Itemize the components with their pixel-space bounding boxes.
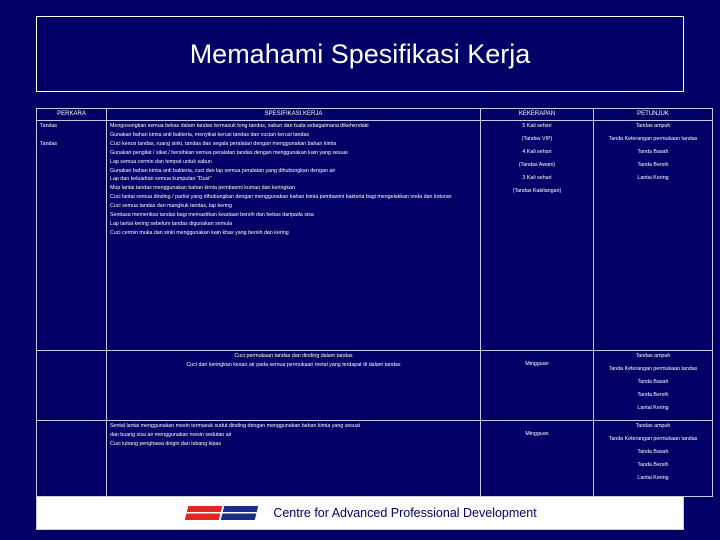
- spec-line: Gunakan bahan kimia anti bakteria, cuci dan lap semua peralatan yang dihubungkan dengan air: [110, 167, 336, 174]
- kekerapan-item: Mingguan: [525, 361, 549, 367]
- kekerapan-item: 3 Kali sehari: [522, 174, 552, 181]
- demaj-dms-logo-graphic: [183, 503, 261, 523]
- spec-line: dan buang sisa air menggunakan mesin sedutan air: [110, 431, 232, 438]
- kekerapan-item: (Tandas Awam): [518, 161, 556, 168]
- petunjuk-item: Tanda Keterangan permukaan tandas: [608, 135, 698, 142]
- spec-line: Cuci lubang penghawa dingin dan lubang kipas: [110, 440, 222, 447]
- petunjuk-item: Tanda Bersih: [637, 461, 669, 468]
- title-box: [36, 16, 684, 92]
- header-petunjuk: PETUNJUK: [594, 109, 713, 121]
- header-perkara: PERKARA: [37, 109, 107, 121]
- petunjuk-cell: [594, 421, 713, 497]
- petunjuk-item: Tanda Bersih: [637, 161, 669, 168]
- spec-line: Cuci permukaan tandas dan dinding dalam tandas: [234, 353, 353, 359]
- petunjuk-cell: [594, 351, 713, 421]
- kekerapan-item: 4 Kali sehari: [522, 148, 552, 155]
- kekerapan-item: Mingguan: [525, 431, 549, 437]
- petunjuk-cell: [594, 121, 713, 351]
- spec-line: Cuci dan keringkan kesan air pada semua permukaan metal yang terdapat di dalam tandas: [186, 361, 401, 368]
- table-header-row: [37, 109, 713, 121]
- kekerapan-item: (Tandas Kakitangan): [512, 187, 562, 194]
- spec-line: Sental lantai menggunakan mesin termasuk sudut dinding dengan menggunakan bahan kimia yang sesuai: [110, 423, 361, 429]
- spec-line: Lap lantai kering sebelum tandas digunakan semula: [110, 220, 233, 227]
- spesifikasi-cell: [107, 121, 481, 351]
- petunjuk-item: Tandas ampuh: [635, 353, 671, 359]
- perkara-item: Tandas: [40, 140, 58, 147]
- spec-line: Mop lantai tandas menggunakan bahan kimia pembasmi kuman dan keringkan: [110, 185, 295, 192]
- petunjuk-item: Lantai Kering: [637, 404, 669, 411]
- slide-title: Memahami Spesifikasi Kerja: [189, 38, 531, 69]
- petunjuk-item: Tanda Bersih: [637, 391, 669, 398]
- header-kekerapan: KEKERAPAN: [481, 109, 594, 121]
- kekerapan-cell: [481, 121, 594, 351]
- petunjuk-item: Tanda Basah: [637, 148, 669, 155]
- spec-line: Lap dan keluarkan semua kumpulan "Dust": [110, 176, 212, 183]
- footer-caption: Centre for Advanced Professional Development: [273, 506, 537, 520]
- spesifikasi-cell: [107, 351, 481, 421]
- perkara-cell: [37, 421, 107, 497]
- kekerapan-cell: [481, 351, 594, 421]
- footer-bar: [36, 496, 684, 530]
- petunjuk-item: Lantai Kering: [637, 174, 669, 181]
- petunjuk-item: Tanda Basah: [637, 378, 669, 385]
- specification-table: [36, 108, 713, 497]
- kekerapan-cell: [481, 421, 594, 497]
- spesifikasi-cell: [107, 421, 481, 497]
- table-row: [37, 121, 713, 351]
- petunjuk-item: Tanda Keterangan permukaan tandas: [608, 365, 698, 372]
- logo-stripe: [187, 512, 257, 514]
- spec-line: Gunakan bahan kimia anti bakteria, menyikat kerusi tandas dan cucian kerusi tandas: [110, 131, 310, 138]
- petunjuk-item: Tanda Keterangan permukaan tandas: [608, 435, 698, 442]
- petunjuk-item: Tanda Basah: [637, 448, 669, 455]
- perkara-item: Tandas: [40, 123, 58, 129]
- spec-line: Gunakan pengilat / sikat / bersihkan semua peralatan tandas dengan menggunakan kain yang sesuai: [110, 149, 348, 156]
- perkara-cell: [37, 121, 107, 351]
- kekerapan-item: (Tandas VIP): [521, 135, 553, 142]
- spec-line: Lap semua cermin dan tempat untuk sabun: [110, 158, 212, 165]
- spec-line: Cuci semua tandas dan mangkuk tandas, lap kering: [110, 203, 232, 210]
- table-row: [37, 421, 713, 497]
- table-row: [37, 351, 713, 421]
- perkara-cell: [37, 351, 107, 421]
- header-spesifikasi-kerja: SPESIFIKASI KERJA: [107, 109, 481, 121]
- spec-line: Cuci cermin muka dan sinki menggunakan kain khas yang bersih dan kering: [110, 229, 289, 236]
- kekerapan-item: 5 Kali sehari: [522, 123, 552, 129]
- petunjuk-item: Lantai Kering: [637, 474, 669, 481]
- demaj-dms-logo: [183, 503, 261, 523]
- spec-line: Sentiasa memeriksa tandas bagi memastikan keadaan bersih dan bebas daripada sisa: [110, 212, 314, 219]
- spec-line: Mengosongkan semua bekas dalam tandas termasuk tong tandas, sabun dan tuala sebagaimana dikehendaki: [110, 123, 369, 129]
- petunjuk-item: Tandas ampuh: [635, 123, 671, 129]
- spec-line: Cuci lantai semua dinding / partisi yang dihubungkan dengan menggunakan bahan kimia pembasmi bakteria bagi mengelakkan noda dan kotoran: [110, 194, 452, 201]
- petunjuk-item: Tandas ampuh: [635, 423, 671, 429]
- spec-line: Cuci kerusi tandas, ruang sinki, tandas dan segala peralatan dengan menggunakan bahan kimia: [110, 140, 337, 147]
